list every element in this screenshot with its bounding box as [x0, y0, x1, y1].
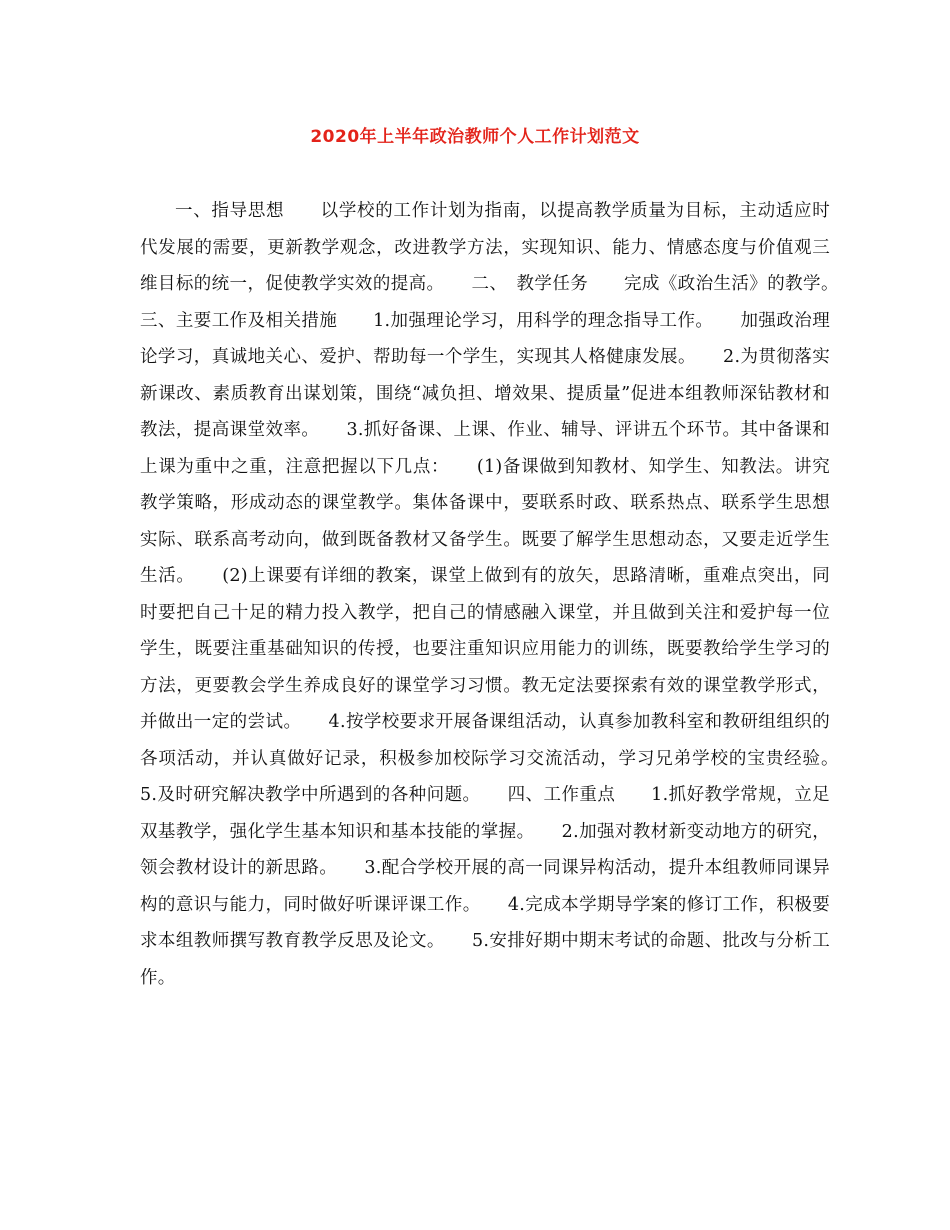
document-body: 一、指导思想 以学校的工作计划为指南，以提高教学质量为目标，主动适应时代发展的需要，更新教学观念，改进教学方法，实现知识、能力、情感态度与价值观三维目标的统一，促使教学实效的提高。 二、 教学任务 完成《政治生活》的教学。 三、主要工作及相关措施 1.加强理论学习，用科学的理念指导工作。 加强政治理论学习，真诚地关心、爱护、帮助每一个学生，实现其人格健康发展。 2.为贯彻落实新课改、素质教育出谋划策，围绕“减负担、增效果、提质量”促进本组教师深钻教材和教法，提高课堂效率。 3.抓好备课、上课、作业、辅导、评讲五个环节。其中备课和上课为重中之重，注意把握以下几点： (1)备课做到知教材、知学生、知教法。讲究教学策略，形成动态的课堂教学。集体备课中，要联系时政、联系热点、联系学生思想实际、联系高考动向，做到既备教材又备学生。既要了解学生思想动态，又要走近学生生活。 (2)上课要有详细的教案，课堂上做到有的放矢，思路清晰，重难点突出，同时要把自己十足的精力投入教学，把自己的情感融入课堂，并且做到关注和爱护每一位学生，既要注重基础知识的传授，也要注重知识应用能力的训练，既要教给学生学习的方法，更要教会学生养成良好的课堂学习习惯。教无定法要探索有效的课堂教学形式，并做出一定的尝试。 4.按学校要求开展备课组活动，认真参加教科室和教研组组织的各项活动，并认真做好记录，积极参加校际学习交流活动，学习兄弟学校的宝贵经验。 5.及时研究解决教学中所遇到的各种问题。 四、工作重点 1.抓好教学常规，立足双基教学，强化学生基本知识和基本技能的掌握。 2.加强对教材新变动地方的研究，领会教材设计的新思路。 3.配合学校开展的高一同课异构活动，提升本组教师同课异构的意识与能力，同时做好听课评课工作。 4.完成本学期导学案的修订工作，积极要求本组教师撰写教育教学反思及论文。 5.安排好期中期末考试的命题、批改与分析工作。 — [140, 201, 866, 988]
document-title: 2020年上半年政治教师个人工作计划范文 — [310, 127, 640, 147]
